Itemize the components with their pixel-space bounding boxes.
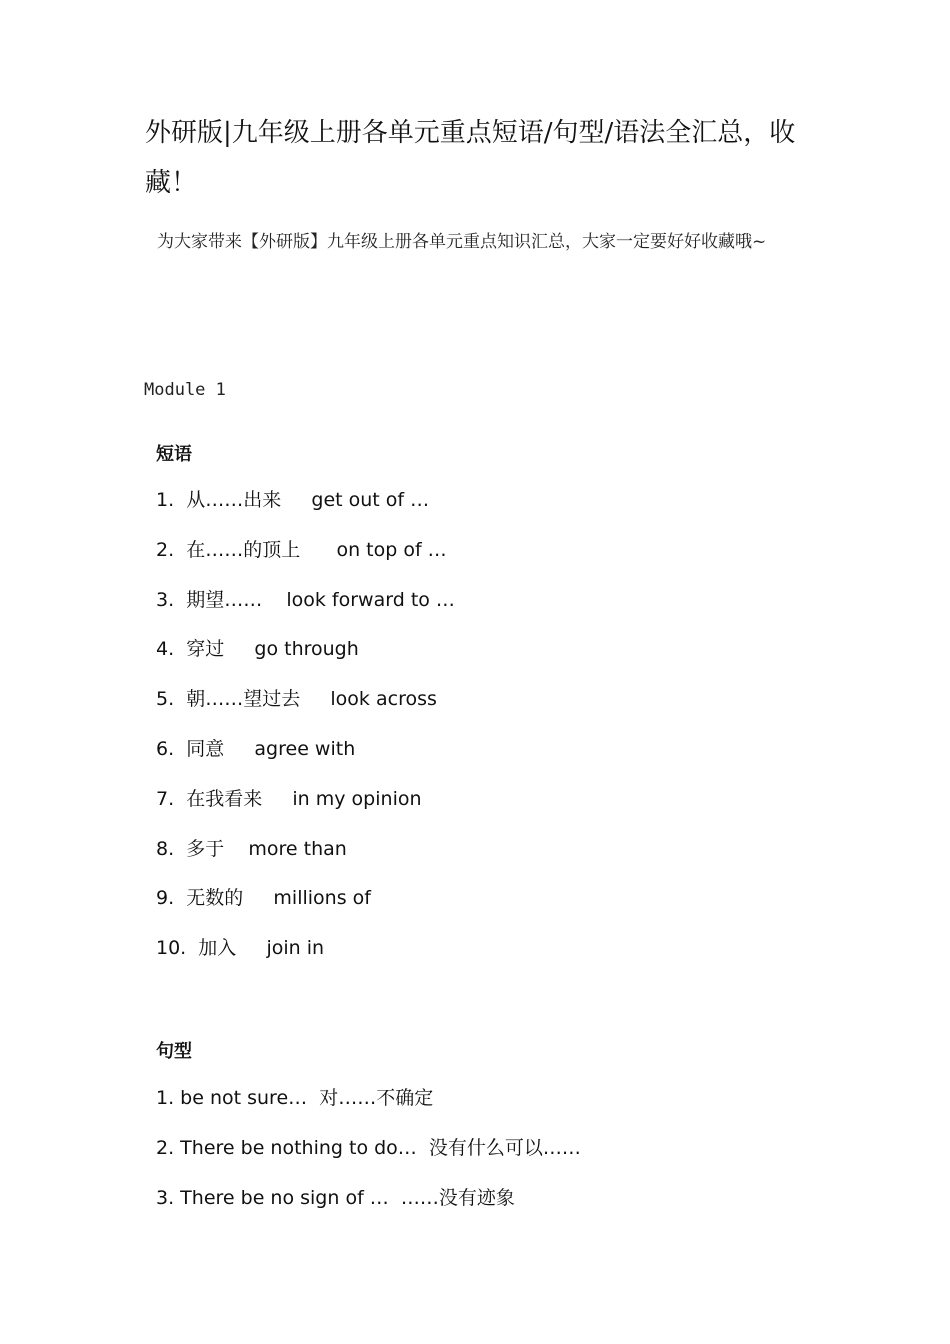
list-item: 4. 穿过 go through (156, 638, 359, 661)
list-item: 3. 期望…… look forward to … (156, 588, 455, 611)
list-item: 2. 在……的顶上 on top of … (156, 538, 447, 561)
list-item: 9. 无数的 millions of (156, 887, 371, 910)
list-item: 3. There be no sign of … ……没有迹象 (156, 1186, 515, 1209)
article-title: 外研版|九年级上册各单元重点短语/句型/语法全汇总，收藏！ (145, 118, 796, 198)
list-item: 6. 同意 agree with (156, 737, 356, 760)
list-item: 2. There be nothing to do… 没有什么可以…… (156, 1136, 581, 1159)
list-item: 5. 朝……望过去 look across (156, 688, 437, 711)
module-label: Module 1 (144, 380, 226, 400)
phrases-list (156, 489, 455, 987)
list-item: 10. 加入 join in (156, 937, 325, 960)
list-item: 1. 从……出来 get out of … (156, 489, 430, 511)
intro-paragraph: 为大家带来【外研版】九年级上册各单元重点知识汇总，大家一定要好好收藏哦~ (157, 232, 767, 252)
list-item: 1. be not sure… 对……不确定 (156, 1087, 434, 1109)
phrases-heading: 短语 (156, 444, 192, 465)
list-item: 7. 在我看来 in my opinion (156, 787, 422, 810)
list-item: 8. 多于 more than (156, 837, 347, 860)
sentences-list (156, 1087, 581, 1236)
sentences-heading: 句型 (156, 1041, 192, 1062)
